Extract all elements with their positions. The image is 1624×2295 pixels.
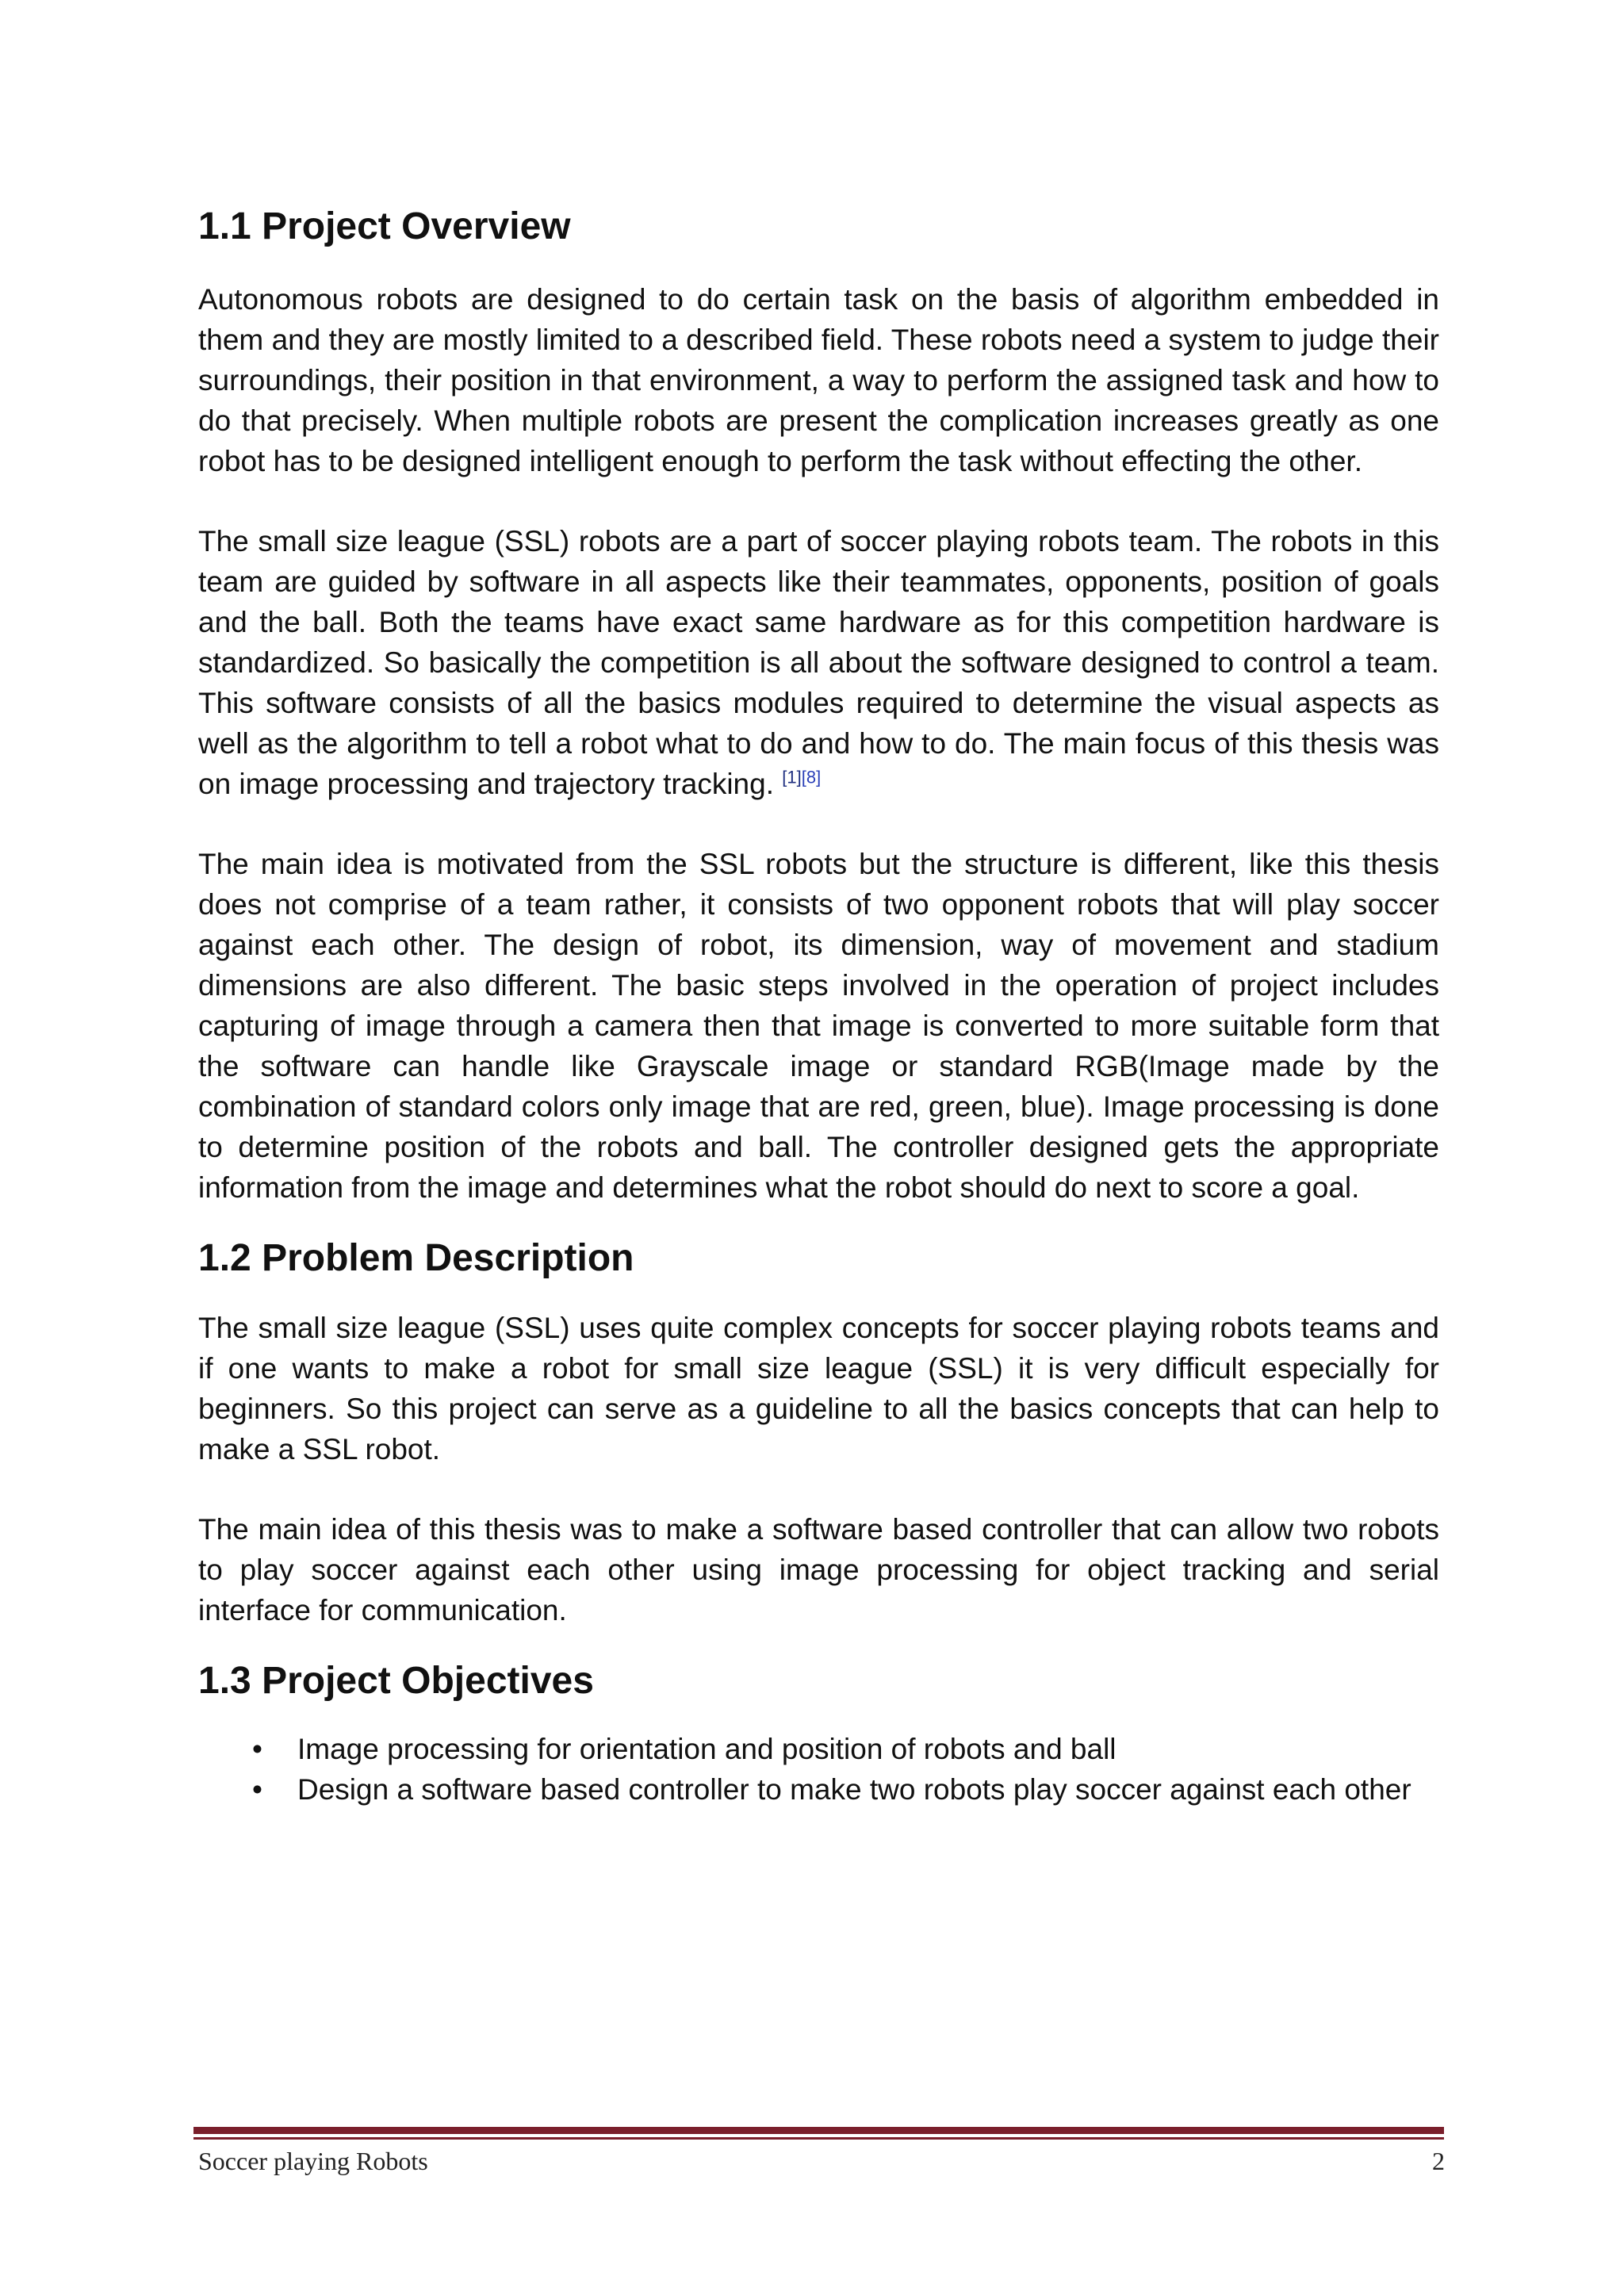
overview-paragraph-1: Autonomous robots are designed to do certain task on the basis of algorithm embedded in them and they are mostly limited to a described field. These robots need a system to judge their surroundings, their position in that environment, a way to perform the assigned task and how to do that precisely. When multiple robots are present the complication increases greatly as one robot has to be designed intelligent enough to perform the task without effecting the other. <box>198 283 1439 477</box>
list-item <box>198 1769 1439 1810</box>
list-item-text: Design a software based controller to make two robots play soccer against each other <box>297 1773 1411 1806</box>
overview-paragraph-2 <box>198 521 1439 804</box>
footer-rule-thin-line <box>193 2137 1444 2140</box>
list-item <box>198 1729 1439 1769</box>
section-heading-problem-description: 1.2 Problem Description <box>198 1237 634 1279</box>
footer-title: Soccer playing Robots <box>198 2147 428 2175</box>
footer-page-number: 2 <box>1432 2147 1445 2175</box>
footer-rule-thick-line <box>193 2127 1444 2134</box>
problem-paragraph-1: The small size league (SSL) uses quite complex concepts for soccer playing robots teams and if one wants to make a robot for small size league (SSL) it is very difficult especially for beginners. So this project can serve as a guideline to all the basics concepts that can help to make a SSL robot. <box>198 1312 1439 1466</box>
list-item-text: Image processing for orientation and position of robots and ball <box>297 1733 1116 1765</box>
citation-refs <box>782 768 821 787</box>
overview-paragraph-3: The main idea is motivated from the SSL robots but the structure is different, like this thesis does not comprise of a team rather, it consists of two opponent robots that will play soccer against each other. The design of robot, its dimension, way of movement and stadium dimensions are also different. The basic steps involved in the operation of project includes capturing of image through a camera then that image is converted to more suitable form that the software can handle like Grayscale image or standard RGB(Image made by the combination of standard colors only image that are red, green, blue). Image processing is done to determine position of the robots and ball. The controller designed gets the appropriate information from the image and determines what the robot should do next to score a goal. <box>198 848 1439 1204</box>
section-heading-project-overview: 1.1 Project Overview <box>198 205 571 247</box>
overview-paragraph-2-text: The small size league (SSL) robots are a part of soccer playing robots team. The robots in this team are guided by software in all aspects like their teammates, opponents, position of goals and the ball. Both the teams have exact same hardware as for this competition hardware is standardized. So basically the competition is all about the software designed to control a team. This software consists of all the basics modules required to determine the visual aspects as well as the algorithm to tell a robot what to do and how to do. The main focus of this thesis was on image processing and trajectory tracking. <box>198 525 1439 800</box>
page-content <box>198 198 1439 1810</box>
bullet-icon: • <box>252 1733 262 1765</box>
problem-paragraph-2: The main idea of this thesis was to make a software based controller that can allow two robots to play soccer against each other using image processing for object tracking and serial interface for communication. <box>198 1513 1439 1626</box>
bullet-icon: • <box>252 1773 262 1806</box>
citation-ref-8[interactable]: [8] <box>801 767 822 787</box>
citation-ref-1[interactable]: [1] <box>782 767 802 787</box>
section-heading-project-objectives: 1.3 Project Objectives <box>198 1660 594 1702</box>
objectives-list <box>198 1729 1439 1810</box>
footer-rule <box>193 2127 1444 2140</box>
